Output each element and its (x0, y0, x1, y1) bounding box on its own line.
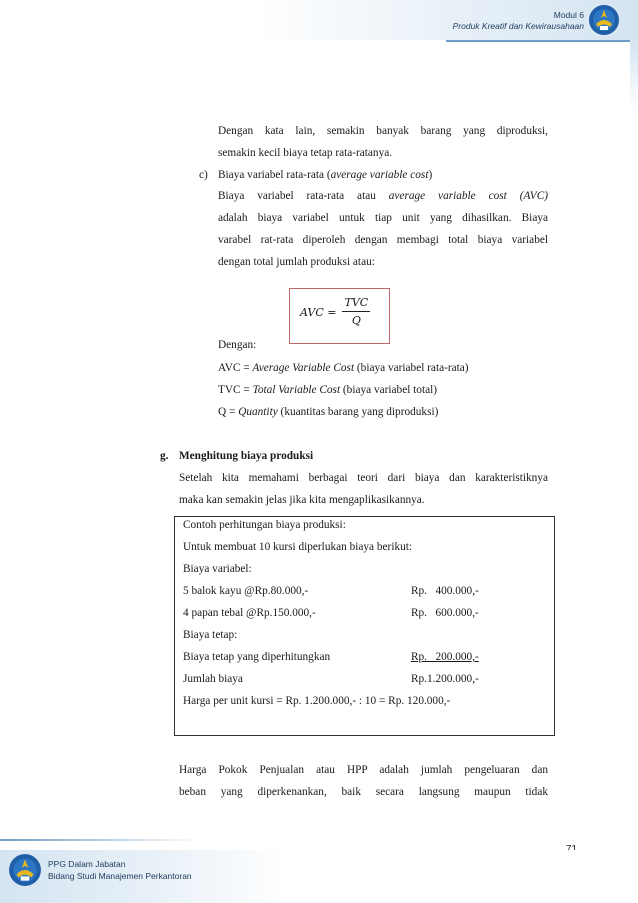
row2-amount: Rp. 600.000,- (411, 607, 479, 619)
footer-rule (0, 839, 200, 841)
fixed-cost-label: Biaya tetap: (183, 629, 238, 641)
variable-cost-label: Biaya variabel: (183, 563, 252, 575)
row3-amount: Rp. 200.000,- (411, 651, 479, 663)
module-subtitle: Produk Kreatif dan Kewirausahaan (452, 21, 584, 31)
footer-text (48, 858, 192, 882)
total-item: Jumlah biaya (183, 673, 243, 685)
module-label: Modul 6 (553, 10, 584, 20)
ministry-logo-icon (588, 4, 620, 36)
total-amount: Rp.1.200.000,- (411, 673, 479, 685)
item-c-line3: varabel rat-rata diperoleh dengan membagi total biaya variabel (218, 234, 548, 246)
formula-lhs: AVC = (300, 305, 337, 319)
example-title: Contoh perhitungan biaya produksi: (183, 519, 346, 531)
row3-item: Biaya tetap yang diperhitungkan (183, 651, 331, 663)
para-top-line1: Dengan kata lain, semakin banyak barang yang diproduksi, (218, 125, 548, 137)
formula-numerator: TVC (342, 296, 370, 312)
definition-q: Q = Quantity (kuantitas barang yang diproduksi) (218, 406, 439, 418)
definitions-intro: Dengan: (218, 339, 257, 351)
section-g-para-line2: maka kan semakin jelas jika kita mengaplikasikannya. (179, 494, 425, 506)
row1-item: 5 balok kayu @Rp.80.000,- (183, 585, 309, 597)
item-c-line2: adalah biaya variabel untuk tiap unit yang dihasilkan. Biaya (218, 212, 548, 224)
avc-formula (300, 296, 370, 328)
formula-denominator: Q (351, 314, 361, 327)
header-text (453, 10, 584, 32)
footer-line2: Bidang Studi Manajemen Perkantoran (48, 871, 192, 881)
unit-price-line: Harga per unit kursi = Rp. 1.200.000,- : 10 = Rp. 120.000,- (183, 695, 451, 707)
para-bottom-line1: Harga Pokok Penjualan atau HPP adalah jumlah pengeluaran dan (179, 764, 548, 776)
formula-fraction (342, 296, 370, 328)
item-c-line4: dengan total jumlah produksi atau: (218, 256, 375, 268)
row2-item: 4 papan tebal @Rp.150.000,- (183, 607, 316, 619)
definition-avc: AVC = Average Variable Cost (biaya variabel rata-rata) (218, 362, 469, 374)
item-c-marker: c) (199, 169, 208, 181)
example-intro: Untuk membuat 10 kursi diperlukan biaya berikut: (183, 541, 413, 553)
section-g-para-line1: Setelah kita memahami berbagai teori dari biaya dan karakteristiknya (179, 472, 548, 484)
para-bottom-line2: beban yang diperkenankan, baik secara langsung maupun tidak (179, 786, 548, 798)
row1-amount: Rp. 400.000,- (411, 585, 479, 597)
definition-tvc: TVC = Total Variable Cost (biaya variabel total) (218, 384, 438, 396)
section-g-heading: Menghitung biaya produksi (179, 450, 314, 462)
item-c-title: Biaya variabel rata-rata (average variable cost) (218, 169, 433, 181)
para-top-line2: semakin kecil biaya tetap rata-ratanya. (218, 147, 393, 159)
right-edge-gradient (630, 40, 638, 110)
footer-logo-icon (8, 853, 42, 887)
header-rule (446, 40, 638, 42)
footer-line1: PPG Dalam Jabatan (48, 859, 126, 869)
item-c-line1: Biaya variabel rata-rata atau average variable cost (AVC) (218, 190, 548, 202)
section-g-marker: g. (160, 450, 169, 462)
